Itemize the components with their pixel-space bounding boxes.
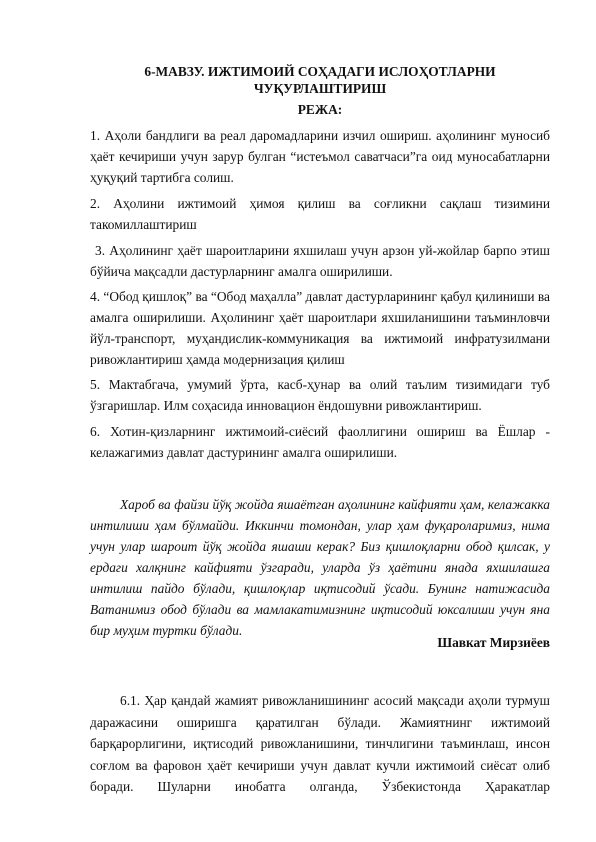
plan-item: 3. Аҳолининг ҳаёт шароитларини яхшилаш учун арзон уй-жойлар барпо этиш бўйича мақсадли дастурларнинг амалга оширилиши. bbox=[90, 243, 550, 279]
plan-item: 1. Аҳоли бандлиги ва реал даромадларини изчил ошириш. аҳолининг муносиб ҳаёт кечириши учун зарур булган “истеъмол саватчаси”га оид муносабатларни ҳуқуқий тартибга солиш. bbox=[90, 128, 550, 185]
plan-heading: РЕЖА: bbox=[297, 102, 343, 117]
plan-item: 4. “Обод қишлоқ” ва “Обод маҳалла” давлат дастурларининг қабул қилиниши ва амалга оширилиши. Аҳолининг ҳаёт шароитлари яхшиланишини таъминловчи йўл-транспорт, муҳандислик-коммуникация ва ижтимоий инфратузилмани ривожлантириш ҳамда модернизация қилиш bbox=[90, 289, 550, 367]
quote-author: Шавкат Мирзиёев bbox=[437, 635, 550, 650]
plan-item: 5. Мактабгача, умумий ўрта, касб-ҳунар ва олий таълим тизимидаги туб ўзгаришлар. Илм соҳасида инновацион ёндошувни ривожлантириш. bbox=[90, 377, 550, 413]
plan-item: 6. Хотин-қизларнинг ижтимоий-сиёсий фаоллигини ошириш ва Ёшлар - келажагимиз давлат дастурининг амалга оширилиши. bbox=[90, 424, 550, 460]
document-title: 6-МАВЗУ. ИЖТИМОИЙ СОҲАДАГИ ИСЛОҲОТЛАРНИ ЧУҚУРЛАШТИРИШ bbox=[144, 64, 496, 96]
plan-item: 2. Аҳолини ижтимоий ҳимоя қилиш ва соғликни сақлаш тизимини такомиллаштириш bbox=[90, 196, 550, 232]
epigraph-quote: Хароб ва файзи йўқ жойда яшаётган аҳолининг кайфияти ҳам, келажакка интилиши ҳам бўлмайди. Иккинчи томондан, улар ҳам фуқароларимиз, нима учун улар шароит йўқ жойда яшаши керак? Биз қишлоқларни обод қилсак, у ердаги халқнинг кайфияти ўзгаради, уларда ўз ҳаётини янада яхшилашга интилиш пайдо бўлади, қишлоқлар иқтисодий ўсади. Бунинг натижасида Ватанимиз обод бўлади ва мамлакатимизнинг иқтисодий юксалиши учун яна бир муҳим туртки бўлади. bbox=[90, 497, 550, 638]
body-paragraph: 6.1. Ҳар қандай жамият ривожланишининг асосий мақсади аҳоли турмуш даражасини оширишга қаратилган бўлади. Жамиятнинг ижтимоий барқарорлигини, иқтисодий ривожланишини, тинчлигини таъминлаш, инсон соғлом ва фаровон ҳаёт кечириши учун давлат кучли ижтимоий сиёсат олиб боради. Шуларни инобатга олганда, Ўзбекистонда Ҳаракатлар bbox=[90, 693, 550, 794]
